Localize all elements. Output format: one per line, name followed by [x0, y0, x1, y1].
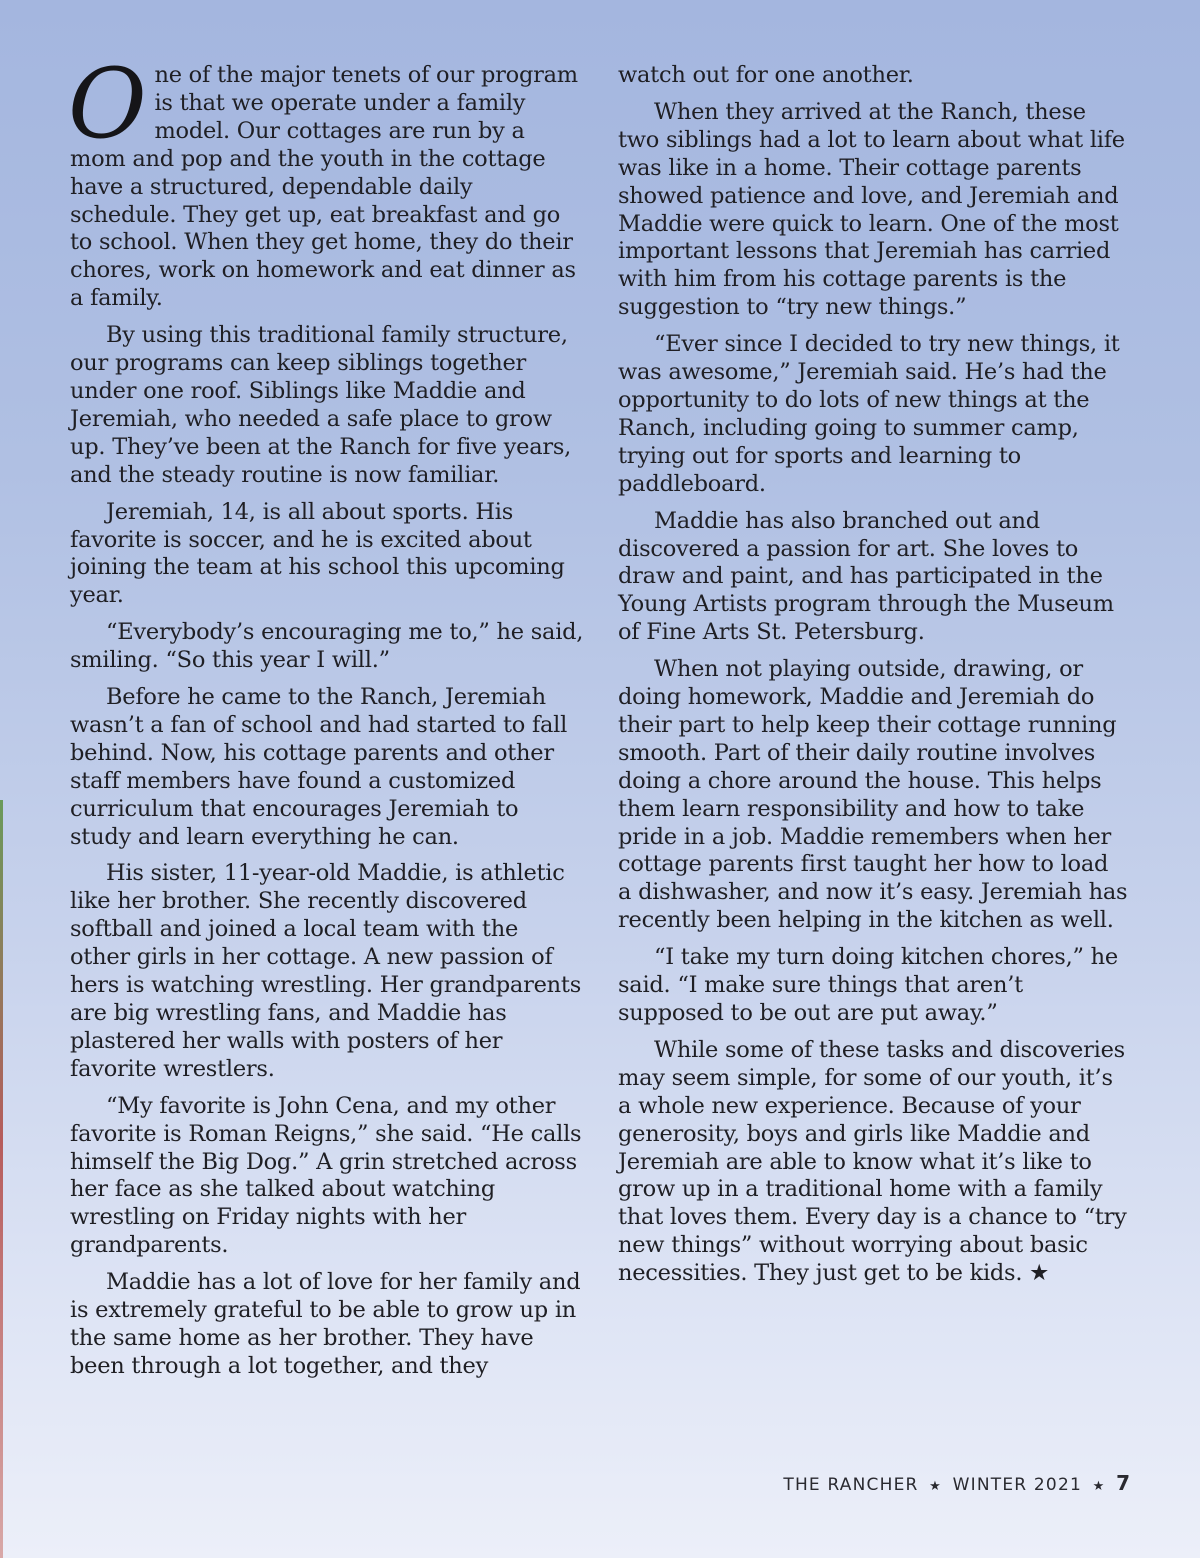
article-paragraph: When they arrived at the Ranch, these two siblings had a lot to learn about what life was like in a home. Their cottage parents showed patience and love, and Jeremiah and Maddie were quick to learn. One of the most important lessons that Jeremiah has carried with him from his cottage parents is the suggestion to “try new things.”: [618, 98, 1125, 321]
page-footer: [783, 1471, 1130, 1495]
drop-cap: O: [68, 48, 147, 160]
issue-label: WINTER 2021: [952, 1475, 1082, 1495]
page-number: 7: [1116, 1471, 1130, 1495]
article-paragraph: One of the major tenets of our program is that we operate under a family model. Our cottages are run by a mom and pop and the youth in the cottage have a structured, dependable daily schedule. They get up, eat breakfast and go to school. When they get home, they do their chores, work on homework and eat dinner as a family.: [68, 48, 578, 312]
article-paragraph: While some of these tasks and discoveries may seem simple, for some of our youth, it’s a whole new experience. Because of your generosity, boys and girls like Maddie and Jeremiah are able to know what it’s like to grow up in a traditional home with a family that loves them. Every day is a chance to “try new things” without worrying about basic necessities. They just get to be kids. ★: [618, 1036, 1127, 1287]
article-column-right: [618, 62, 1128, 1297]
article-paragraph: “My favorite is John Cena, and my other favorite is Roman Reigns,” she said. “He calls himself the Big Dog.” A grin stretched across her face as she talked about watching wrestling on Friday nights with her grandparents.: [70, 1092, 582, 1259]
article-column-left: [68, 48, 584, 1390]
article-paragraph: When not playing outside, drawing, or doing homework, Maddie and Jeremiah do their part to help keep their cottage running smooth. Part of their daily routine involves doing a chore around the house. This helps them learn responsibility and how to take pride in a job. Maddie remembers when her cottage parents first taught her how to load a dishwasher, and now it’s easy. Jeremiah has recently been helping in the kitchen as well.: [618, 656, 1128, 934]
article-paragraph: Jeremiah, 14, is all about sports. His favorite is soccer, and he is excited about joining the team at his school this upcoming year.: [70, 498, 565, 609]
page-edge-strip: [0, 800, 3, 1558]
article-paragraph: “Everybody’s encouraging me to,” he said, smiling. “So this year I will.”: [70, 619, 584, 674]
publication-name: THE RANCHER: [783, 1475, 919, 1495]
article-paragraph: Maddie has a lot of love for her family and is extremely grateful to be able to grow up in the same home as her brother. They have been through a lot together, and they: [70, 1269, 581, 1379]
article-paragraph: Maddie has also branched out and discovered a passion for art. She loves to draw and paint, and has participated in the Young Artists program through the Museum of Fine Arts St. Petersburg.: [618, 507, 1114, 646]
article-paragraph: watch out for one another.: [618, 62, 914, 88]
star-icon: ★: [1092, 1479, 1106, 1494]
article-paragraph: “I take my turn doing kitchen chores,” he said. “I make sure things that aren’t supposed to be out are put away.”: [618, 944, 1118, 1026]
article-paragraph: His sister, 11-year-old Maddie, is athletic like her brother. She recently discovered softball and joined a local team with the other girls in her cottage. A new passion of hers is watching wrestling. Her grandparents are big wrestling fans, and Maddie has plastered her walls with posters of her favorite wrestlers.: [70, 860, 581, 1082]
star-icon: ★: [929, 1479, 943, 1494]
article-paragraph: Before he came to the Ranch, Jeremiah wasn’t a fan of school and had started to fall behind. Now, his cottage parents and other staff members have found a customized curriculum that encourages Jeremiah to study and learn everything he can.: [70, 684, 568, 850]
article-paragraph: By using this traditional family structure, our programs can keep siblings together under one roof. Siblings like Maddie and Jeremiah, who needed a safe place to grow up. They’ve been at the Ranch for five years, and the steady routine is now familiar.: [70, 322, 572, 488]
article-paragraph: “Ever since I decided to try new things, it was awesome,” Jeremiah said. He’s had the opportunity to do lots of new things at the Ranch, including going to summer camp, trying out for sports and learning to paddleboard.: [618, 331, 1120, 497]
